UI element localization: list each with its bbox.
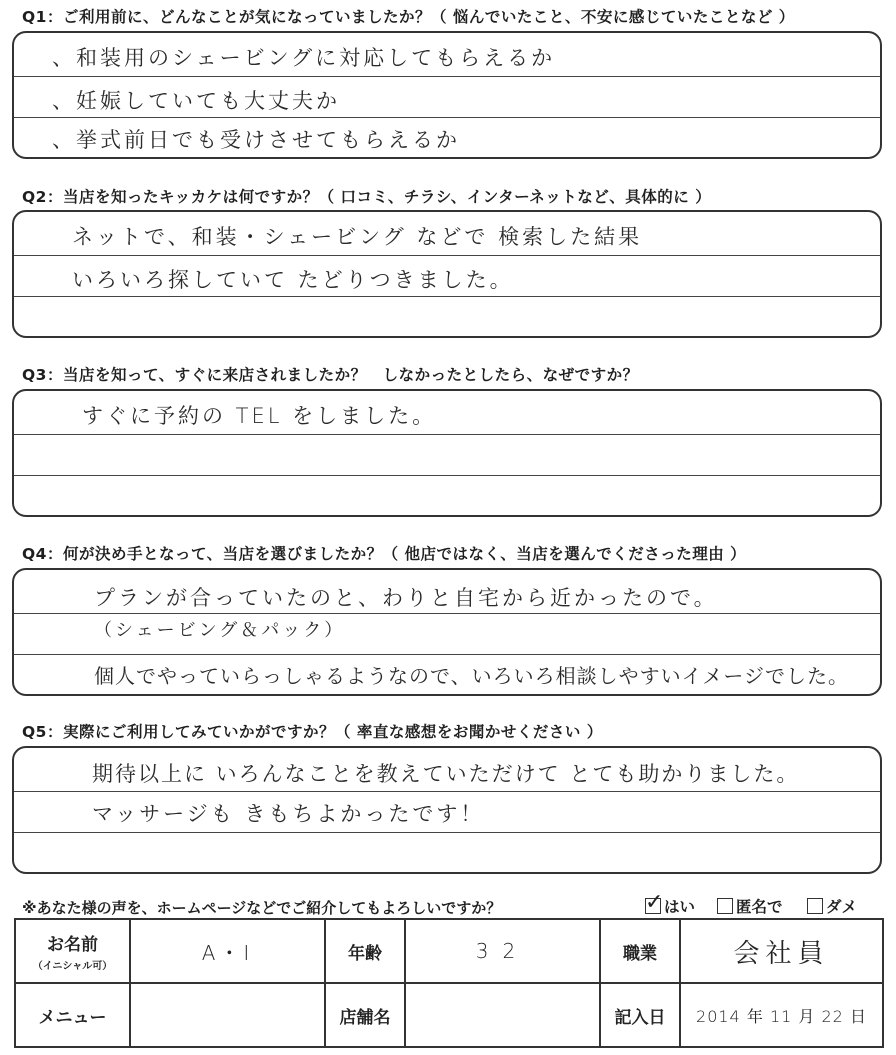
date-day: 22 (821, 1006, 844, 1026)
info-table (14, 918, 884, 1048)
answer-5-line-1: 期待以上に いろんなことを教えていただけて とても助かりました。 (92, 762, 800, 786)
date-year: 2014 (696, 1006, 741, 1026)
check-mark-icon: ✓ (645, 890, 664, 915)
date-value[interactable] (680, 983, 883, 1047)
age-value[interactable]: 32 (405, 919, 600, 983)
job-label: 職業 (600, 919, 680, 983)
answer-3-line-1: すぐに予約の TEL をしました。 (82, 404, 437, 428)
question-2-label: Q2：当店を知ったキッカケは何ですか？（ 口コミ、チラシ、インターネットなど、具体的に ） (22, 188, 712, 206)
answer-box-3 (12, 389, 882, 517)
question-5-label: Q5：実際にご利用してみていかがですか？（ 率直な感想をお聞かせください ） (22, 723, 603, 741)
date-day-unit: 日 (849, 1006, 867, 1026)
consent-question: ※あなた様の声を、ホームページなどでご紹介してもよろしいですか？ (22, 899, 502, 917)
store-label: 店舗名 (325, 983, 405, 1047)
option-no-label: ダメ (826, 898, 858, 916)
answer-box-2 (12, 210, 882, 338)
consent-option-anonymous[interactable] (717, 895, 783, 917)
answer-4-line-3: 個人でやっていらっしゃるようなので、いろいろ相談しやすいイメージでした。 (94, 664, 849, 688)
menu-label: メニュー (15, 983, 130, 1047)
answer-5-line-2: マッサージも きもちよかったです！ (92, 802, 485, 826)
question-4-label: Q4：何が決め手となって、当店を選びましたか？（ 他店ではなく、当店を選んでくださった理由 ） (22, 545, 747, 563)
date-month-unit: 月 (798, 1006, 816, 1026)
info-row-1 (15, 919, 883, 983)
name-label-cell (15, 919, 130, 983)
age-label: 年齢 (325, 919, 405, 983)
answer-box-5 (12, 746, 882, 874)
menu-value[interactable] (130, 983, 325, 1047)
checkbox-no[interactable] (807, 898, 823, 914)
option-anonymous-label: 匿名で (736, 898, 783, 916)
question-3-label: Q3：当店を知って、すぐに来店されましたか？ しなかったとしたら、なぜですか？ (22, 366, 639, 384)
date-year-unit: 年 (746, 1006, 764, 1026)
answer-4-line-1: プランが合っていたのと、わりと自宅から近かったので。 (94, 586, 718, 610)
consent-option-no[interactable] (807, 895, 857, 917)
answer-4-line-2: （シェービング＆パック） (94, 620, 346, 641)
name-sublabel: （イニシャル可） (32, 961, 113, 972)
answer-2-line-1: ネットで、和装・シェービング などで 検索した結果 (72, 225, 643, 249)
question-1-label: Q1：ご利用前に、どんなことが気になっていましたか？（ 悩んでいたこと、不安に感じていたことなど ） (22, 8, 795, 26)
store-value[interactable] (405, 983, 600, 1047)
checkbox-yes[interactable] (645, 890, 664, 915)
answer-1-line-1: 、和装用のシェービングに対応してもらえるか (52, 46, 556, 70)
answer-box-1 (12, 31, 882, 159)
date-label: 記入日 (600, 983, 680, 1047)
consent-option-yes[interactable] (645, 890, 696, 917)
info-row-2 (15, 983, 883, 1047)
checkbox-anonymous[interactable] (717, 898, 733, 914)
answer-1-line-2: 、妊娠していても大丈夫か (52, 89, 340, 113)
answer-box-4 (12, 568, 882, 696)
name-label: お名前 (47, 935, 98, 955)
job-value[interactable]: 会社員 (680, 919, 883, 983)
date-month: 11 (769, 1006, 793, 1026)
option-yes-label: はい (664, 898, 696, 916)
answer-2-line-2: いろいろ探していて たどりつきました。 (72, 268, 514, 292)
answer-1-line-3: 、挙式前日でも受けさせてもらえるか (52, 128, 460, 152)
name-value[interactable]: A・I (130, 919, 325, 983)
